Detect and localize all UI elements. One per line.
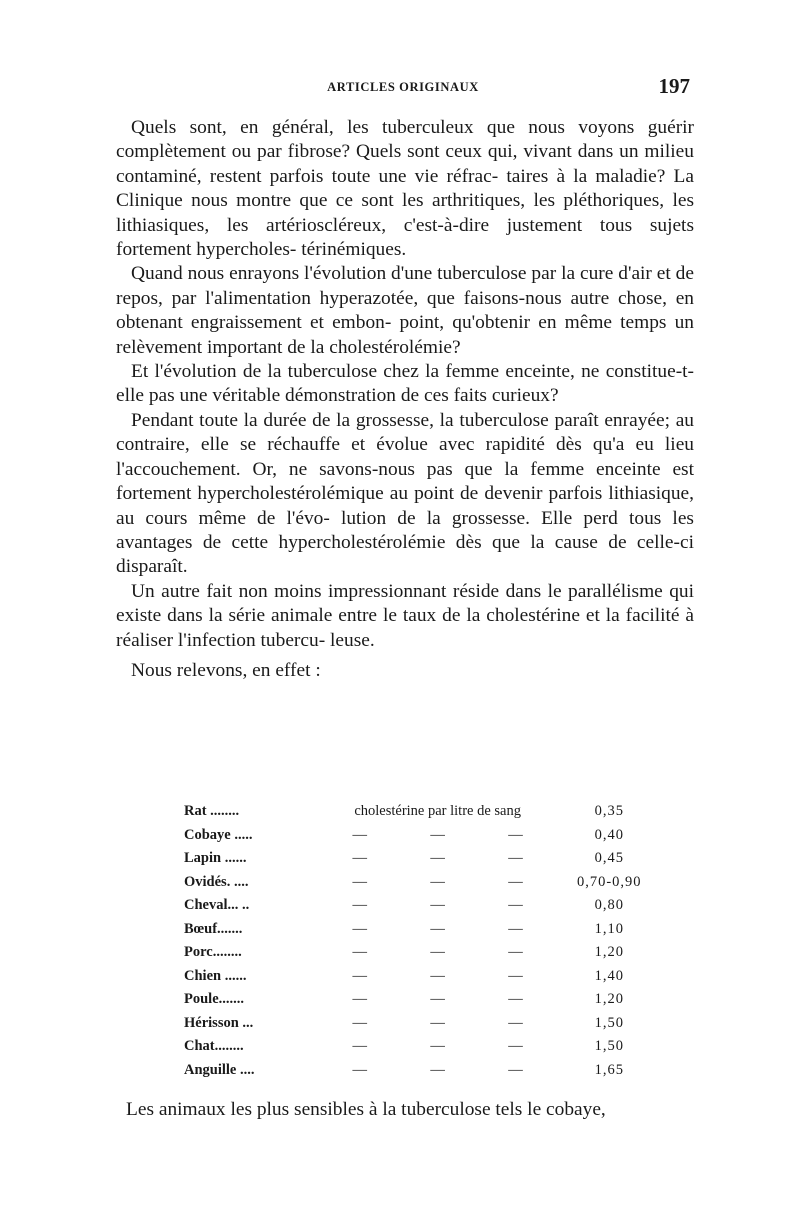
animal-name: Bœuf....... xyxy=(184,920,243,937)
animal-name: Hérisson ... xyxy=(184,1014,254,1031)
ditto-dash: — xyxy=(508,1014,523,1031)
ditto-dash: — xyxy=(508,1061,523,1078)
table-row xyxy=(184,847,664,871)
table-row xyxy=(184,1059,664,1083)
table-row xyxy=(184,824,664,848)
ditto-dash: — xyxy=(352,826,368,843)
animal-name: Lapin ...... xyxy=(184,850,247,866)
cholesterol-value: 1,10 xyxy=(594,920,624,937)
ditto-dash: — xyxy=(508,944,523,960)
ditto-dash: — xyxy=(430,920,445,937)
ditto-dash: — xyxy=(430,944,445,960)
text-line: Un autre fait non moins impressionnant réside dans le xyxy=(131,580,562,602)
ditto-dash: — xyxy=(352,873,368,890)
cholesterol-value: 0,80 xyxy=(594,897,624,913)
text-line: taires à la maladie? La Clinique nous montre que ce sont les xyxy=(116,165,694,212)
cholesterol-value: 0,45 xyxy=(594,850,624,866)
animal-name: Anguille .... xyxy=(184,1061,255,1078)
body-text xyxy=(116,116,694,683)
cholesterol-value: 0,70-0,90 xyxy=(576,873,642,890)
ditto-dash: — xyxy=(508,873,523,890)
ditto-dash: — xyxy=(430,1061,445,1078)
measure-description: cholestérine par litre de sang xyxy=(354,803,521,819)
text-line: térinémiques. xyxy=(301,239,407,261)
running-head xyxy=(116,76,690,102)
text-line: point de devenir parfois lithiasique, au cours même de l'évo- xyxy=(116,483,695,529)
text-line: arthritiques, les pléthoriques, les lithiasiques, les artérioscléreux, c'est-à-dire justement tous sujets fortement hypercholes- xyxy=(116,190,694,261)
ditto-dash: — xyxy=(508,967,523,984)
cholesterol-value: 0,40 xyxy=(594,826,624,843)
ditto-dash: — xyxy=(352,897,368,913)
text-line: Quand nous enrayons l'évolution d'une tuberculose par la xyxy=(131,263,576,285)
text-line: constitue-t-elle pas une véritable démonstration de ces faits xyxy=(116,361,694,407)
text-line: dans un milieu contaminé, restent parfois toute une vie réfrac- xyxy=(116,141,694,187)
ditto-dash: — xyxy=(430,873,445,890)
ditto-dash: — xyxy=(352,1061,368,1078)
text-line: Et l'évolution de la tuberculose chez la femme enceinte, ne xyxy=(131,361,600,383)
cholesterol-value: 1,20 xyxy=(594,944,624,960)
table-body xyxy=(184,800,664,1082)
table-row xyxy=(184,1012,664,1036)
ditto-dash: — xyxy=(352,1014,368,1031)
ditto-dash: — xyxy=(508,991,523,1007)
text-line: faisons-nous autre chose, en obtenant engraissement et embon- xyxy=(116,287,694,334)
animal-name: Ovidés. .... xyxy=(184,873,249,890)
cholesterol-data-table xyxy=(184,800,664,1082)
text-line: hypercholestérolémie dès que la cause de celle-ci disparaît. xyxy=(116,531,694,578)
ditto-dash: — xyxy=(508,850,523,866)
text-line: de la cholestérine et la facilité à réaliser l'infection tubercu- xyxy=(116,605,694,651)
table-row xyxy=(184,1035,664,1059)
text-line: la femme enceinte est fortement hypercholestérolémique au xyxy=(116,458,694,505)
cholesterol-value: 1,50 xyxy=(594,1014,624,1031)
text-line: parallélisme qui existe dans la série animale entre le taux xyxy=(116,580,694,627)
paragraph-6 xyxy=(116,659,694,683)
paragraph-3 xyxy=(116,360,694,409)
text-line: Pendant toute la durée de la grossesse, la tuberculose paraît xyxy=(131,409,599,431)
animal-name: Chien ...... xyxy=(184,967,247,984)
table-row xyxy=(184,800,664,824)
ditto-dash: — xyxy=(508,826,523,843)
cholesterol-value: 1,50 xyxy=(594,1038,624,1054)
ditto-dash: — xyxy=(430,826,445,843)
ditto-dash: — xyxy=(508,920,523,937)
ditto-dash: — xyxy=(430,897,445,913)
text-line: leuse. xyxy=(330,629,375,651)
ditto-dash: — xyxy=(352,967,368,984)
text-line: lution de la grossesse. Elle perd tous les avantages de cette xyxy=(116,507,694,553)
text-line: curieux? xyxy=(491,385,559,407)
table-row xyxy=(184,918,664,942)
text-line: de la cholestérolémie? xyxy=(287,336,461,358)
cholesterol-value: 0,35 xyxy=(594,803,624,819)
ditto-dash: — xyxy=(430,991,445,1007)
ditto-dash: — xyxy=(352,850,368,866)
animal-name: Porc........ xyxy=(184,944,242,960)
ditto-dash: — xyxy=(508,1038,523,1054)
ditto-dash: — xyxy=(508,897,523,913)
ditto-dash: — xyxy=(352,920,368,937)
cholesterol-value: 1,20 xyxy=(594,991,624,1007)
text-line: cure d'air et de repos, par l'alimentation hyperazotée, que xyxy=(116,263,694,309)
table-row xyxy=(184,988,664,1012)
text-line: Nous relevons, en effet : xyxy=(131,659,321,681)
paragraph-5 xyxy=(116,580,694,653)
cholesterol-table xyxy=(184,800,664,1082)
page-number: 197 xyxy=(658,74,690,98)
closing-line: Les animaux les plus sensibles à la tuberculose tels le cobaye, xyxy=(126,1099,606,1120)
running-title: ARTICLES ORIGINAUX xyxy=(327,80,479,94)
animal-name: Cheval... .. xyxy=(184,897,250,913)
table-row xyxy=(184,941,664,965)
paragraph-2 xyxy=(116,262,694,360)
text-line: complètement ou par fibrose? Quels sont ceux qui, vivant xyxy=(116,141,572,163)
cholesterol-value: 1,40 xyxy=(594,967,624,984)
ditto-dash: — xyxy=(352,1038,368,1054)
paragraph-1 xyxy=(116,116,694,262)
ditto-dash: — xyxy=(430,850,445,866)
text-line: dès qu'a eu lieu l'accouchement. Or, ne savons-nous pas que xyxy=(116,434,694,480)
table-row xyxy=(184,965,664,989)
text-line: point, qu'obtenir en même temps un relèvement important xyxy=(116,312,694,358)
text-line: Quels sont, en général, les tuberculeux que nous voyons guérir xyxy=(131,117,694,138)
cholesterol-value: 1,65 xyxy=(594,1061,624,1078)
ditto-dash: — xyxy=(352,991,368,1007)
animal-name: Chat........ xyxy=(184,1038,244,1054)
table-row xyxy=(184,894,664,918)
ditto-dash: — xyxy=(352,944,368,960)
ditto-dash: — xyxy=(430,1014,445,1031)
paragraph-4 xyxy=(116,409,694,580)
text-line: enrayée; au contraire, elle se réchauffe et évolue avec rapidité xyxy=(116,409,695,456)
animal-name: Poule....... xyxy=(184,991,245,1007)
animal-name: Rat ........ xyxy=(184,803,240,819)
table-row xyxy=(184,871,664,895)
ditto-dash: — xyxy=(430,1038,445,1054)
animal-name: Cobaye ..... xyxy=(184,826,253,843)
ditto-dash: — xyxy=(430,967,445,984)
